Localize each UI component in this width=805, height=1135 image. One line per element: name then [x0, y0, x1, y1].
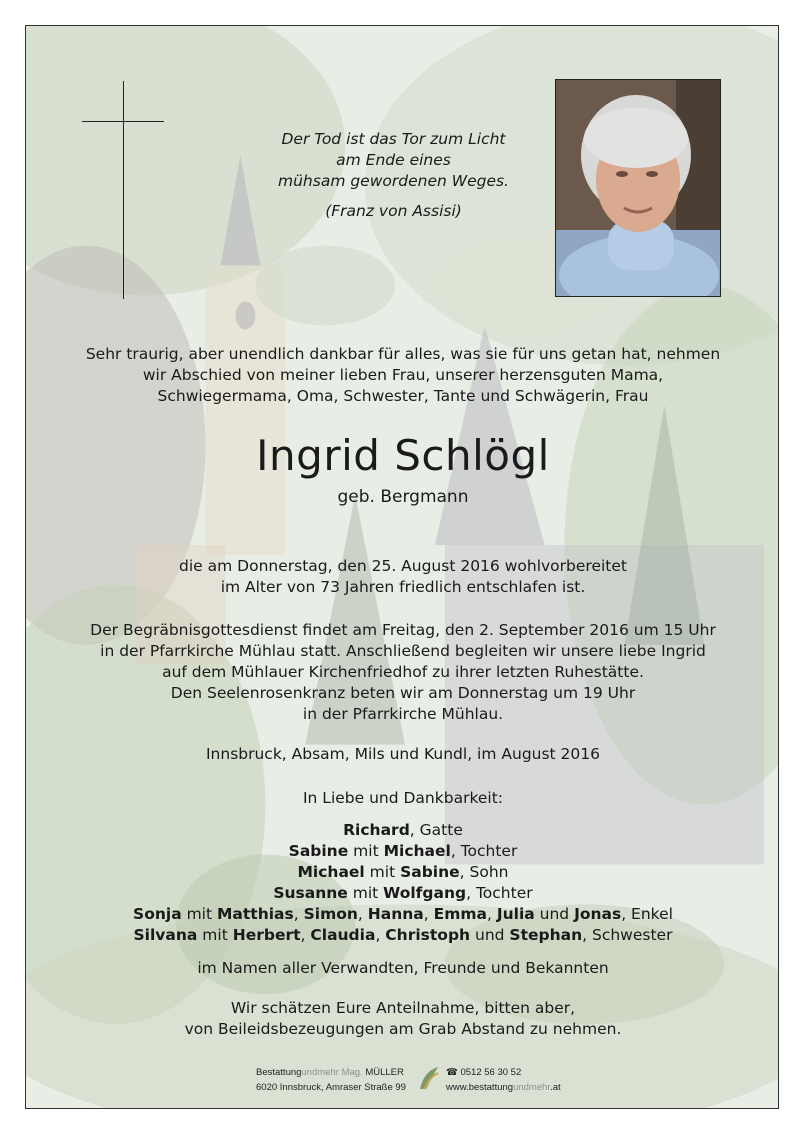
family-member-name: Emma [433, 905, 487, 923]
family-member-text: mit [197, 926, 233, 944]
relatives-line: im Namen aller Verwandten, Freunde und Bekannten [197, 959, 609, 977]
funeral-home-address: 6020 Innsbruck, Amraser Straße 99 [256, 1082, 406, 1093]
family-member-name: Julia [496, 905, 535, 923]
family-member-name: Herbert [232, 926, 301, 944]
intro-line: wir Abschied von meiner lieben Frau, unserer herzensguten Mama, [142, 366, 664, 384]
family-member-text: , [486, 905, 497, 923]
family-member-text: mit [181, 905, 217, 923]
death-line: im Alter von 73 Jahren friedlich entschlafen ist. [220, 578, 586, 596]
closing-text [56, 998, 750, 1040]
place-date: Innsbruck, Absam, Mils und Kundl, im August 2016 [205, 745, 601, 763]
family-member-name: Christoph [385, 926, 471, 944]
quote-line: mühsam gewordenen Weges. [278, 172, 509, 190]
quote-line: am Ende eines [336, 151, 451, 169]
portrait-photo [555, 79, 721, 297]
thanks-line: In Liebe und Dankbarkeit: [302, 789, 504, 807]
service-info [56, 620, 750, 725]
funeral-home-phone: ☎ 0512 56 30 52 [446, 1067, 522, 1078]
service-line: in der Pfarrkirche Mühlau statt. Anschließend begleiten wir unsere liebe Ingrid [100, 642, 706, 660]
family-member-name: Simon [303, 905, 358, 923]
family-member: Susanne mit Wolfgang, Tochter [273, 884, 533, 902]
intro-line: Schwiegermama, Oma, Schwester, Tante und Schwägerin, Frau [157, 387, 649, 405]
family-member-text: , [357, 905, 368, 923]
death-line: die am Donnerstag, den 25. August 2016 wohlvorbereitet [179, 557, 627, 575]
phone-icon: ☎ [446, 1067, 461, 1078]
quote-line: Der Tod ist das Tor zum Licht [281, 130, 506, 148]
family-member-text: , [375, 926, 386, 944]
family-member [56, 925, 750, 946]
maiden-name: geb. Bergmann [337, 487, 469, 507]
closing-line: von Beileidsbezeugungen am Grab Abstand zu nehmen. [184, 1020, 622, 1038]
family-member-text: , [293, 905, 304, 923]
family-member-text: , [423, 905, 434, 923]
family-list [56, 820, 750, 946]
funeral-home-name: Bestattungundmehr Mag. MÜLLER [256, 1067, 404, 1078]
service-line: Den Seelenrosenkranz beten wir am Donnerstag um 19 Uhr [170, 684, 636, 702]
family-member-name: Jonas [574, 905, 622, 923]
service-line: in der Pfarrkirche Mühlau. [302, 705, 504, 723]
obituary-card [25, 25, 779, 1109]
family-member-name: Silvana [133, 926, 198, 944]
funeral-home-footer [26, 1063, 779, 1103]
death-notice [56, 556, 750, 598]
service-line: auf dem Mühlauer Kirchenfriedhof zu ihrer letzten Ruhestätte. [162, 663, 644, 681]
intro-line: Sehr traurig, aber unendlich dankbar für alles, was sie für uns getan hat, nehmen [85, 345, 721, 363]
service-line: Der Begräbnisgottesdienst findet am Freitag, den 2. September 2016 um 15 Uhr [90, 621, 716, 639]
family-member-text: , Enkel [621, 905, 673, 923]
family-member-text: und [470, 926, 510, 944]
footer-right [446, 1065, 561, 1095]
family-member-name: Stephan [509, 926, 583, 944]
family-member-text: , Schwester [582, 926, 673, 944]
family-member [56, 904, 750, 925]
family-member: Sabine mit Michael, Tochter [288, 842, 518, 860]
funeral-home-website[interactable]: www.bestattungundmehr.at [446, 1082, 561, 1093]
footer-left [256, 1065, 406, 1095]
family-member-text: , [300, 926, 311, 944]
family-member: Michael mit Sabine, Sohn [297, 863, 509, 881]
family-member: Richard, Gatte [343, 821, 463, 839]
family-member-text: und [534, 905, 575, 923]
intro-text [56, 344, 750, 407]
family-member-name: Claudia [310, 926, 376, 944]
funeral-home-logo-icon [416, 1063, 442, 1093]
family-member-name: Sonja [133, 905, 182, 923]
family-member-name: Matthias [217, 905, 294, 923]
quote [206, 129, 581, 222]
family-member-name: Hanna [367, 905, 424, 923]
deceased-name: Ingrid Schlögl [256, 431, 550, 480]
closing-line: Wir schätzen Eure Anteilnahme, bitten aber, [230, 999, 576, 1017]
quote-source: (Franz von Assisi) [325, 202, 462, 220]
